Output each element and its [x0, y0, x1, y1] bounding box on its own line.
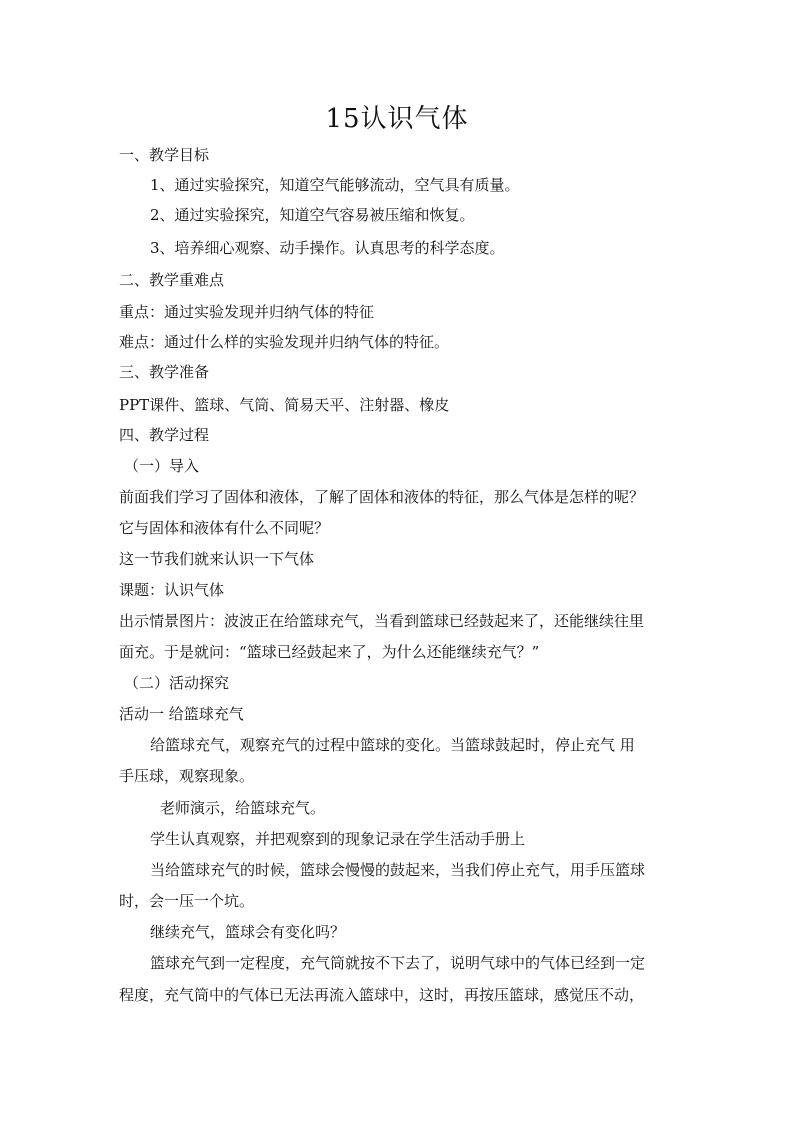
paragraph-line: 程度，充气筒中的气体已无法再流入篮球中，这时，再按压篮球，感觉压不动， [119, 986, 645, 1004]
objective-1: 1、通过实验探究，知道空气能够流动，空气具有质量。 [150, 176, 520, 194]
paragraph-line: 时，会一压一个坑。 [119, 892, 255, 910]
section-heading-objectives: 一、教学目标 [119, 146, 210, 164]
paragraph-line: 给篮球充气，观察充气的过程中篮球的变化。当篮球鼓起时，停止充气 用 [150, 736, 635, 754]
subsection-introduction: （一）导入 [124, 457, 200, 475]
objective-2: 2、通过实验探究，知道空气容易被压缩和恢复。 [150, 206, 475, 224]
paragraph-line: 继续充气，篮球会有变化吗？ [150, 923, 346, 941]
paragraph-line: 这一节我们就来认识一下气体 [119, 550, 315, 568]
paragraph-line: 老师演示，给篮球充气。 [160, 799, 326, 817]
key-point: 重点：通过实验发现并归纳气体的特征 [119, 303, 375, 321]
section-heading-key-points: 二、教学重难点 [119, 271, 225, 289]
paragraph-line: 当给篮球充气的时候，篮球会慢慢的鼓起来，当我们停止充气，用手压篮球 [150, 861, 646, 879]
topic-line: 课题：认识气体 [119, 581, 225, 599]
paragraph-line: 手压球，观察现象。 [119, 767, 255, 785]
paragraph-line: 出示情景图片：波波正在给篮球充气，当看到篮球已经鼓起来了，还能继续往里 [119, 612, 645, 630]
paragraph-line: 它与固体和液体有什么不同呢？ [119, 519, 330, 537]
subsection-activity-exploration: （二）活动探究 [124, 674, 230, 692]
activity-heading: 活动一 给篮球充气 [119, 705, 244, 723]
section-heading-preparation: 三、教学准备 [119, 363, 210, 381]
paragraph-line: 学生认真观察，并把观察到的现象记录在学生活动手册上 [150, 830, 526, 848]
objective-3: 3、培养细心观察、动手操作。认真思考的科学态度。 [150, 239, 505, 257]
section-heading-process: 四、教学过程 [119, 426, 210, 444]
paragraph-line: 面充。于是就问：“篮球已经鼓起来了，为什么还能继续充气？” [119, 643, 540, 661]
paragraph-line: 前面我们学习了固体和液体，了解了固体和液体的特征，那么气体是怎样的呢？ [119, 488, 645, 506]
document-title: 15认识气体 [325, 104, 469, 134]
difficult-point: 难点：通过什么样的实验发现并归纳气体的特征。 [119, 333, 450, 351]
paragraph-line: 篮球充气到一定程度，充气筒就按不下去了，说明气球中的气体已经到一定 [150, 954, 646, 972]
preparation-materials: PPT课件、篮球、气筒、简易天平、注射器、橡皮 [119, 396, 450, 414]
